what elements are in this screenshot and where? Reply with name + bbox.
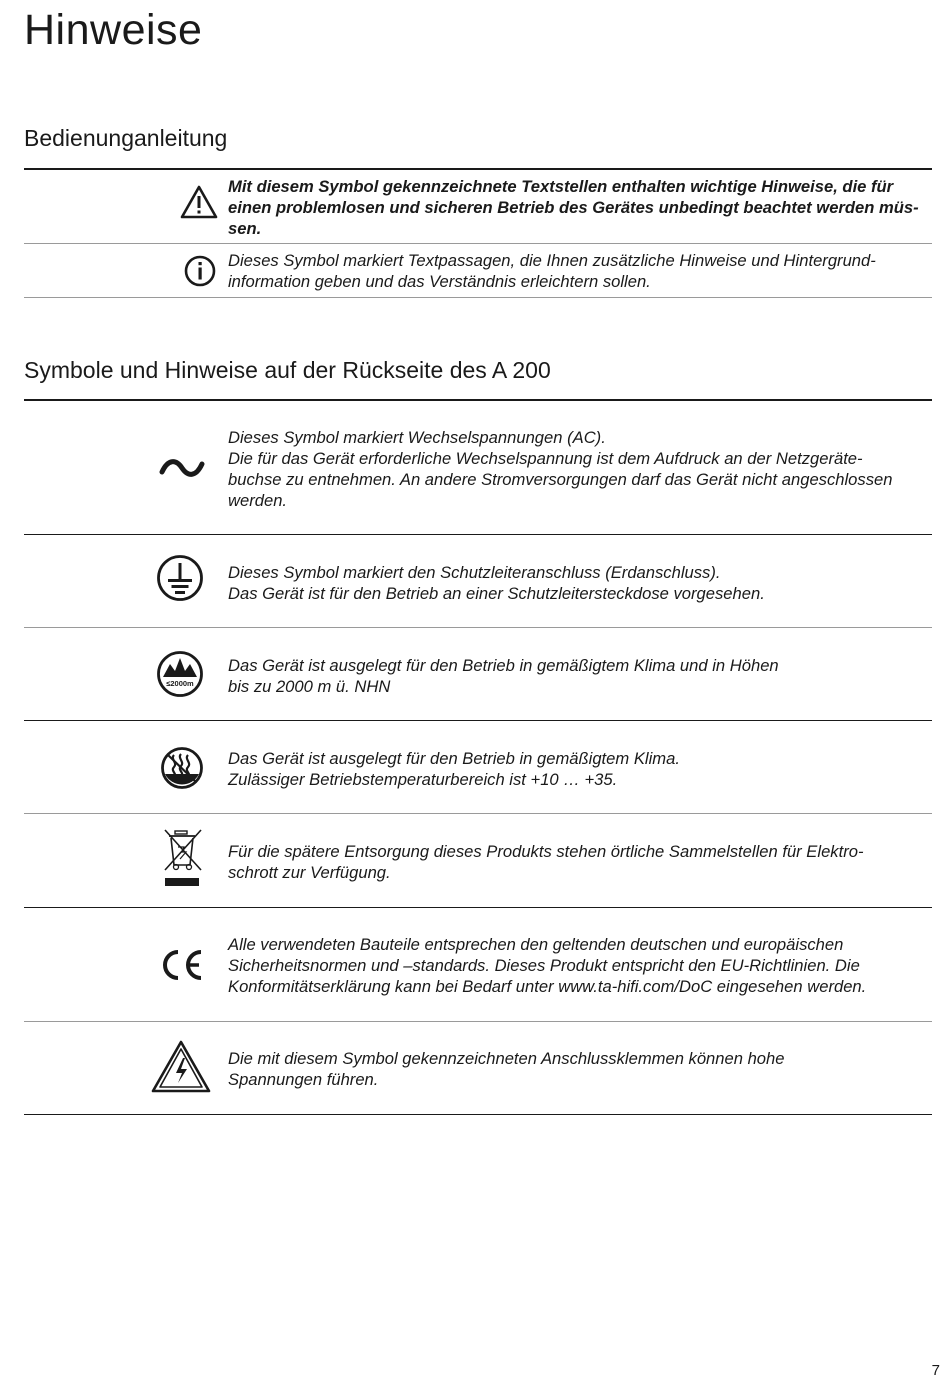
divider [24,720,932,721]
info-symbol-text: Dieses Symbol markiert Textpassagen, die Ihnen zusätzliche Hinweise und Hintergrund- information geben und das Verständnis erleichtern sollen. [228,251,876,291]
warning-symbol-text: Mit diesem Symbol gekennzeichnete Textstellen enthalten wichtige Hinweise, die für einen problemlosen und sicheren Betrieb des Gerätes unbedingt beachtet werden müs- sen. [228,177,919,238]
divider [24,297,932,298]
altitude-symbol-text: Das Gerät ist ausgelegt für den Betrieb in gemäßigtem Klima und in Höhen bis zu 2000 m ü. NHN [228,656,779,696]
divider [24,399,932,401]
divider [24,168,932,170]
alternating-current-icon [159,456,205,480]
page-number: 7 [931,1362,940,1379]
high-voltage-icon [151,1040,211,1094]
weee-crossed-bin-icon [162,827,204,889]
divider [24,907,932,908]
altitude-2000m-icon [156,650,204,698]
divider [24,813,932,814]
divider [24,1021,932,1022]
ac-symbol-text: Dieses Symbol markiert Wechselspannungen (AC). Die für das Gerät erforderliche Wechselspannung ist dem Aufdruck an der Netzgeräte- buchse zu entnehmen. An andere Stromversorgungen darf das Gerät nicht angeschlossen werden. [228,428,893,510]
section-title-rueckseite: Symbole und Hinweise auf der Rückseite des A 200 [24,357,551,383]
climate-icon [160,746,204,790]
high-voltage-symbol-text: Die mit diesem Symbol gekennzeichneten Anschlussklemmen können hohe Spannungen führen. [228,1049,785,1089]
divider [24,1114,932,1115]
climate-symbol-text: Das Gerät ist ausgelegt für den Betrieb in gemäßigtem Klima. Zulässiger Betriebstemperaturbereich ist +10 … +35. [228,749,680,789]
divider [24,243,932,244]
page-title: Hinweise [24,6,203,54]
earth-symbol-text: Dieses Symbol markiert den Schutzleiteranschluss (Erdanschluss). Das Gerät ist für den Betrieb an einer Schutzleitersteckdose vorgesehen. [228,563,765,603]
ce-mark-icon [159,948,205,982]
altitude-icon-label: ≤2000m [166,679,194,688]
protective-earth-icon [156,554,204,602]
info-icon [184,255,216,287]
ce-symbol-text: Alle verwendeten Bauteile entsprechen den geltenden deutschen und europäischen Sicherheitsnormen und –standards. Dieses Produkt entspricht den EU-Richtlinien. Die Konformitätserklärung kann bei Bedarf unter www.ta-hifi.com/DoC eingesehen werden. [228,935,867,996]
divider [24,627,932,628]
weee-symbol-text: Für die spätere Entsorgung dieses Produkts stehen örtliche Sammelstellen für Elektro- schrott zur Verfügung. [228,842,864,882]
divider [24,534,932,535]
warning-triangle-icon [180,184,218,220]
section-title-bedienungsanleitung: Bedienunganleitung [24,125,228,151]
